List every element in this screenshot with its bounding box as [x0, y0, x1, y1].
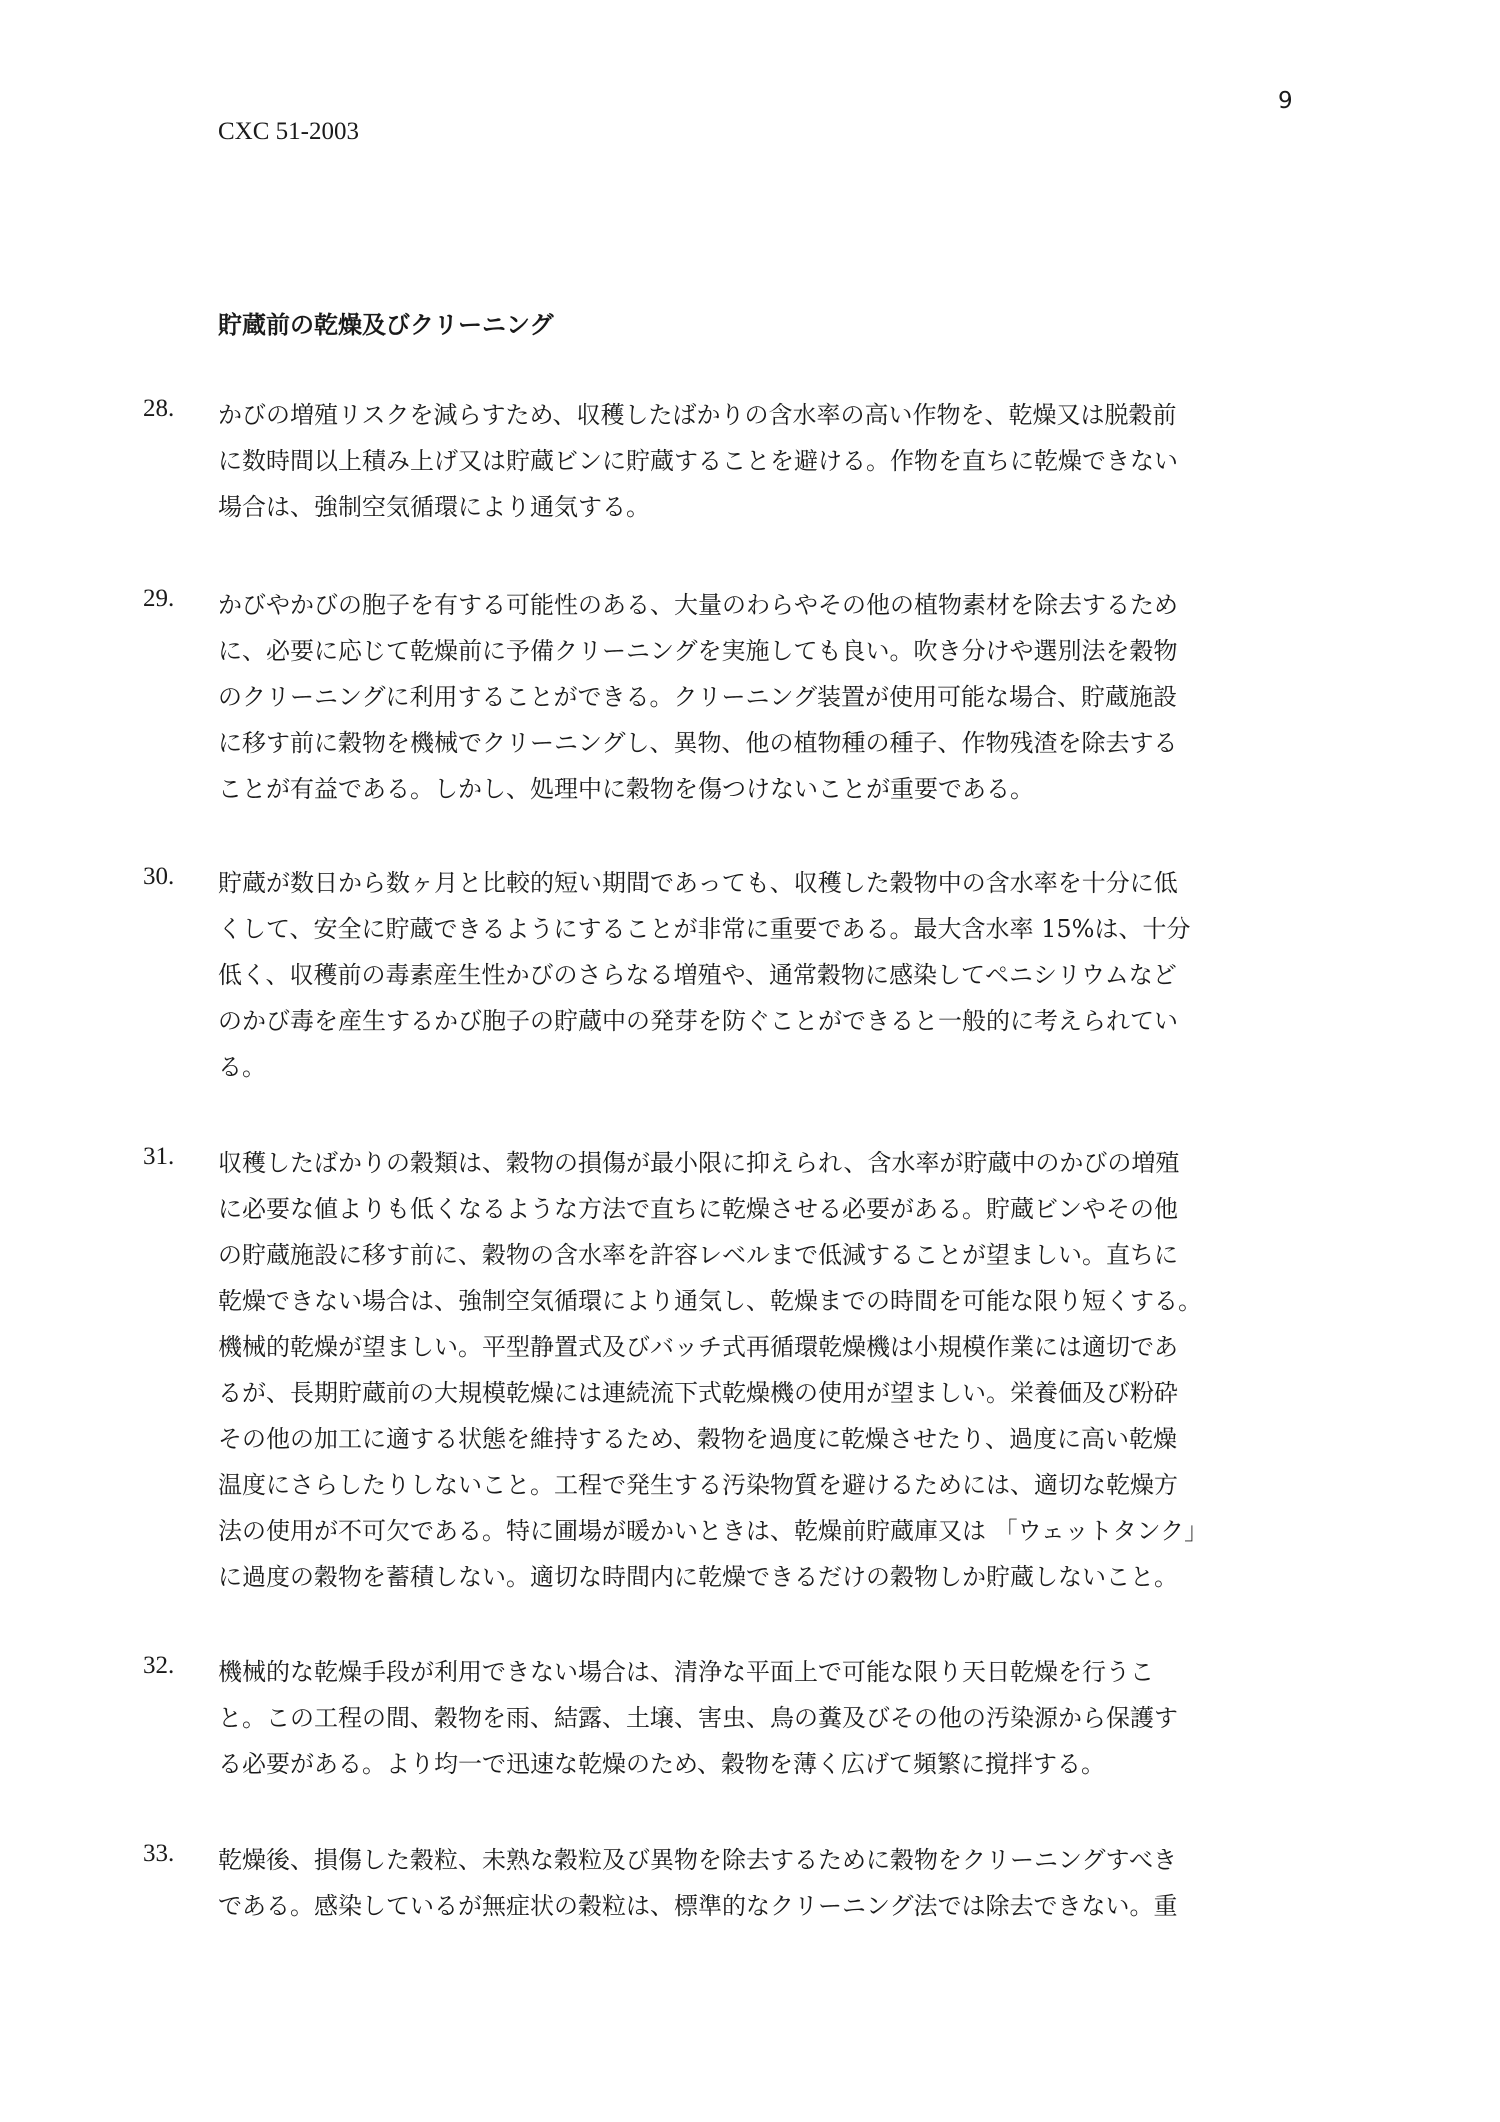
paragraph-line: かびの増殖リスクを減らすため、収穫したばかりの含水率の高い作物を、乾燥又は脱穀前 — [218, 401, 1177, 429]
paragraph-line: るが、長期貯蔵前の大規模乾燥には連続流下式乾燥機の使用が望ましい。栄養価及び粉砕 — [218, 1379, 1178, 1407]
paragraph-line: くして、安全に貯蔵できるようにすることが非常に重要である。最大含水率 15%は、十分 — [218, 915, 1191, 943]
paragraph-line: である。感染しているが無症状の穀粒は、標準的なクリーニング法では除去できない。重 — [218, 1892, 1178, 1920]
paragraph-30 — [143, 863, 1303, 1093]
paragraph-number: 30. — [143, 863, 175, 890]
paragraph-line: に数時間以上積み上げ又は貯蔵ビンに貯蔵することを避ける。作物を直ちに乾燥できない — [218, 447, 1178, 475]
paragraph-number: 28. — [143, 395, 175, 422]
paragraph-line: に過度の穀物を蓄積しない。適切な時間内に乾燥できるだけの穀物しか貯蔵しないこと。 — [218, 1563, 1178, 1591]
paragraph-number: 33. — [143, 1840, 175, 1867]
section-heading: 貯蔵前の乾燥及びクリーニング — [218, 310, 554, 339]
paragraph-line: 貯蔵が数日から数ヶ月と比較的短い期間であっても、収穫した穀物中の含水率を十分に低 — [218, 869, 1178, 897]
paragraph-line: かびやかびの胞子を有する可能性のある、大量のわらやその他の植物素材を除去するため — [218, 591, 1178, 619]
paragraph-line: のかび毒を産生するかび胞子の貯蔵中の発芽を防ぐことができると一般的に考えられてい — [218, 1007, 1178, 1035]
paragraph-line: る。 — [218, 1053, 266, 1081]
paragraph-28 — [143, 395, 1303, 535]
paragraph-line: 温度にさらしたりしないこと。工程で発生する汚染物質を避けるためには、適切な乾燥方 — [218, 1471, 1178, 1499]
paragraph-32 — [143, 1652, 1303, 1792]
page-number: 9 — [1278, 88, 1293, 114]
paragraph-line: のクリーニングに利用することができる。クリーニング装置が使用可能な場合、貯蔵施設 — [218, 683, 1178, 711]
paragraph-number: 29. — [143, 585, 175, 612]
paragraph-line: る必要がある。より均一で迅速な乾燥のため、穀物を薄く広げて頻繁に撹拌する。 — [218, 1750, 1106, 1778]
paragraph-line: に移す前に穀物を機械でクリーニングし、異物、他の植物種の種子、作物残渣を除去する — [218, 729, 1178, 757]
paragraph-line: に、必要に応じて乾燥前に予備クリーニングを実施しても良い。吹き分けや選別法を穀物 — [218, 637, 1178, 665]
paragraph-31 — [143, 1143, 1303, 1603]
paragraph-number: 32. — [143, 1652, 175, 1679]
paragraph-line: の貯蔵施設に移す前に、穀物の含水率を許容レベルまで低減することが望ましい。直ちに — [218, 1241, 1178, 1269]
paragraph-33 — [143, 1840, 1303, 1935]
paragraph-line: 乾燥できない場合は、強制空気循環により通気し、乾燥までの時間を可能な限り短くする。 — [218, 1287, 1202, 1315]
paragraph-line: 収穫したばかりの穀類は、穀物の損傷が最小限に抑えられ、含水率が貯蔵中のかびの増殖 — [218, 1149, 1180, 1177]
paragraph-line: その他の加工に適する状態を維持するため、穀物を過度に乾燥させたり、過度に高い乾燥 — [218, 1425, 1178, 1453]
paragraph-number: 31. — [143, 1143, 175, 1170]
paragraph-line: に必要な値よりも低くなるような方法で直ちに乾燥させる必要がある。貯蔵ビンやその他 — [218, 1195, 1178, 1223]
paragraph-line: 機械的な乾燥手段が利用できない場合は、清浄な平面上で可能な限り天日乾燥を行うこ — [218, 1658, 1154, 1686]
paragraph-line: と。この工程の間、穀物を雨、結露、土壌、害虫、鳥の糞及びその他の汚染源から保護す — [218, 1704, 1178, 1732]
paragraph-29 — [143, 585, 1303, 815]
paragraph-line: 低く、収穫前の毒素産生性かびのさらなる増殖や、通常穀物に感染してペニシリウムなど — [218, 961, 1177, 989]
paragraph-line: 場合は、強制空気循環により通気する。 — [218, 493, 650, 521]
paragraph-line: ことが有益である。しかし、処理中に穀物を傷つけないことが重要である。 — [218, 775, 1034, 803]
document-code: CXC 51-2003 — [218, 118, 359, 145]
paragraph-line: 法の使用が不可欠である。特に圃場が暖かいときは、乾燥前貯蔵庫又は 「ウェットタンク」 — [218, 1517, 1209, 1545]
paragraph-line: 乾燥後、損傷した穀粒、未熟な穀粒及び異物を除去するために穀物をクリーニングすべき — [218, 1846, 1178, 1874]
paragraph-line: 機械的乾燥が望ましい。平型静置式及びバッチ式再循環乾燥機は小規模作業には適切であ — [218, 1333, 1178, 1361]
